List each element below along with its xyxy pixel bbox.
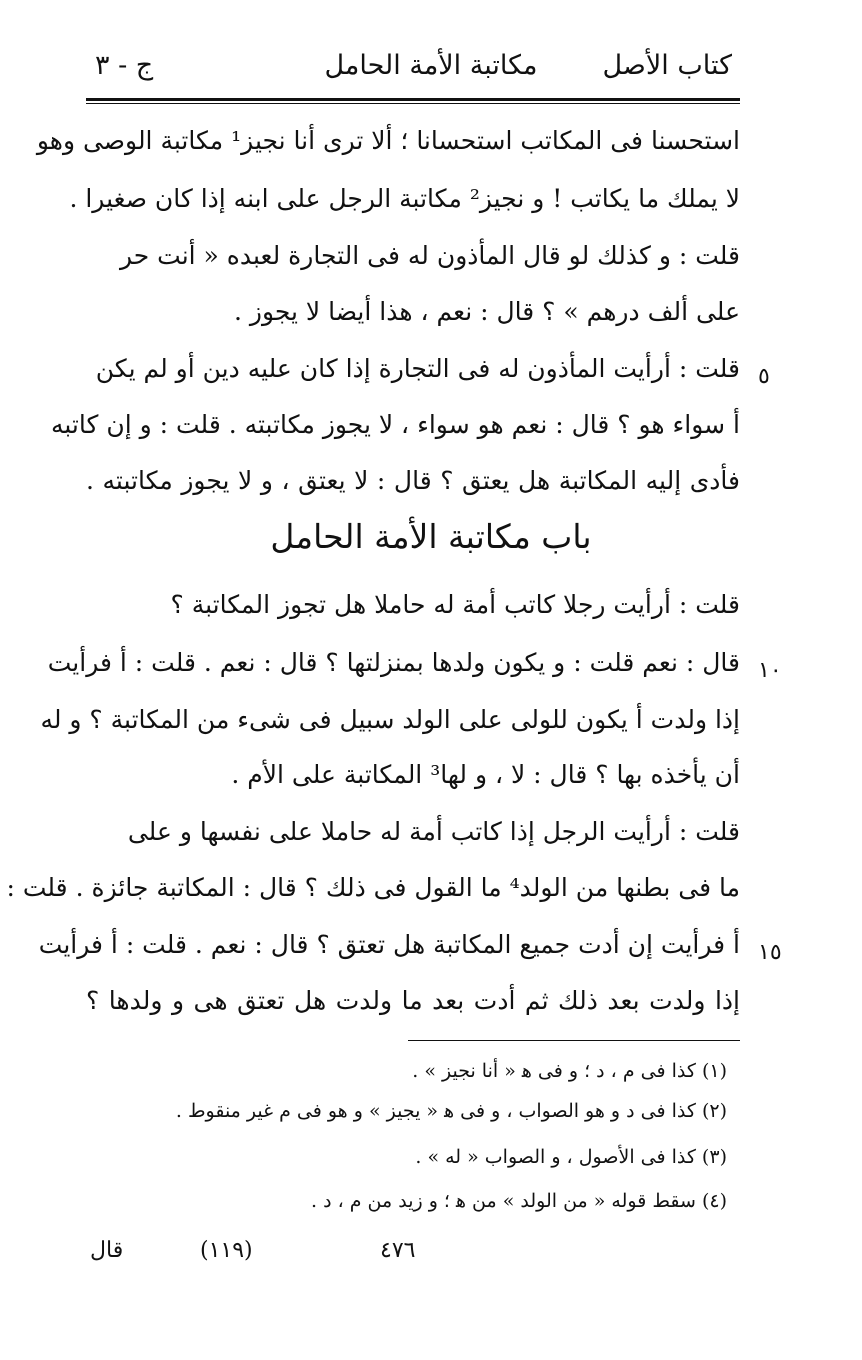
line-number-15: ١٥ <box>758 940 782 965</box>
text-line: قلت : أرأيت المأذون له فى التجارة إذا كان عليه دين أو لم يكن <box>95 354 740 383</box>
text-line: أ فرأيت إن أدت جميع المكاتبة هل تعتق ؟ قال : نعم . قلت : أ فرأيت <box>38 930 740 959</box>
text-line: أ سواء هو ؟ قال : نعم هو سواء ، لا يجوز مكاتبته . قلت : و إن كاتبه <box>50 410 740 439</box>
text-line: ما فى بطنها من الولد⁴ ما القول فى ذلك ؟ قال : المكاتبة جائزة . قلت : <box>6 873 740 902</box>
footnote-rule <box>408 1040 740 1041</box>
text-line: لا يملك ما يكاتب ! و نجيز² مكاتبة الرجل على ابنه إذا كان صغيرا . <box>69 184 740 213</box>
page-number: ٤٧٦ <box>380 1238 416 1263</box>
header-rule-thick <box>86 98 740 101</box>
text-line: قلت : أرأيت الرجل إذا كاتب أمة له حاملا على نفسها و على <box>127 817 740 846</box>
footnote-3: (٣) كذا فى الأصول ، و الصواب « له » . <box>415 1146 727 1168</box>
footnote-2: (٢) كذا فى د و هو الصواب ، و فى ﻫ « يجيز » و هو فى م غير منقوط . <box>175 1100 727 1122</box>
text-line: استحسنا فى المكاتب استحسانا ؛ ألا ترى أنا نجيز¹ مكاتبة الوصى وهو <box>36 126 740 155</box>
text-line: أن يأخذه بها ؟ قال : لا ، و لها³ المكاتبة على الأم . <box>231 760 740 789</box>
section-heading: باب مكاتبة الأمة الحامل <box>270 517 592 556</box>
volume-label: ج - ٣ <box>95 50 154 81</box>
chapter-title: مكاتبة الأمة الحامل <box>324 50 538 81</box>
text-line: إذا ولدت بعد ذلك ثم أدت بعد ما ولدت هل تعتق هى و ولدها ؟ <box>86 986 740 1015</box>
line-number-10: ١٠ <box>758 658 782 683</box>
sheet-number: (١١٩) <box>200 1238 253 1263</box>
text-line: قال : نعم قلت : و يكون ولدها بمنزلتها ؟ قال : نعم . قلت : أ فرأيت <box>47 648 740 677</box>
header-rule-thin <box>86 103 740 104</box>
text-line: على ألف درهم » ؟ قال : نعم ، هذا أيضا لا يجوز . <box>234 297 740 326</box>
text-line: إذا ولدت أ يكون للولى على الولد سبيل فى شىء من المكاتبة ؟ و له <box>40 705 740 734</box>
book-title: كتاب الأصل <box>602 50 732 81</box>
text-line: قلت : أرأيت رجلا كاتب أمة له حاملا هل تجوز المكاتبة ؟ <box>170 590 740 619</box>
footnote-4: (٤) سقط قوله « من الولد » من ﻫ ؛ و زيد من م ، د . <box>310 1190 727 1212</box>
line-number-5: ٥ <box>758 364 770 389</box>
text-line: قلت : و كذلك لو قال المأذون له فى التجارة لعبده « أنت حر <box>119 241 740 270</box>
text-line: فأدى إليه المكاتبة هل يعتق ؟ قال : لا يعتق ، و لا يجوز مكاتبته . <box>86 466 740 495</box>
catchword: قال <box>90 1238 124 1263</box>
footnote-1: (١) كذا فى م ، د ؛ و فى ﻫ « أنا نجيز » . <box>412 1060 727 1082</box>
